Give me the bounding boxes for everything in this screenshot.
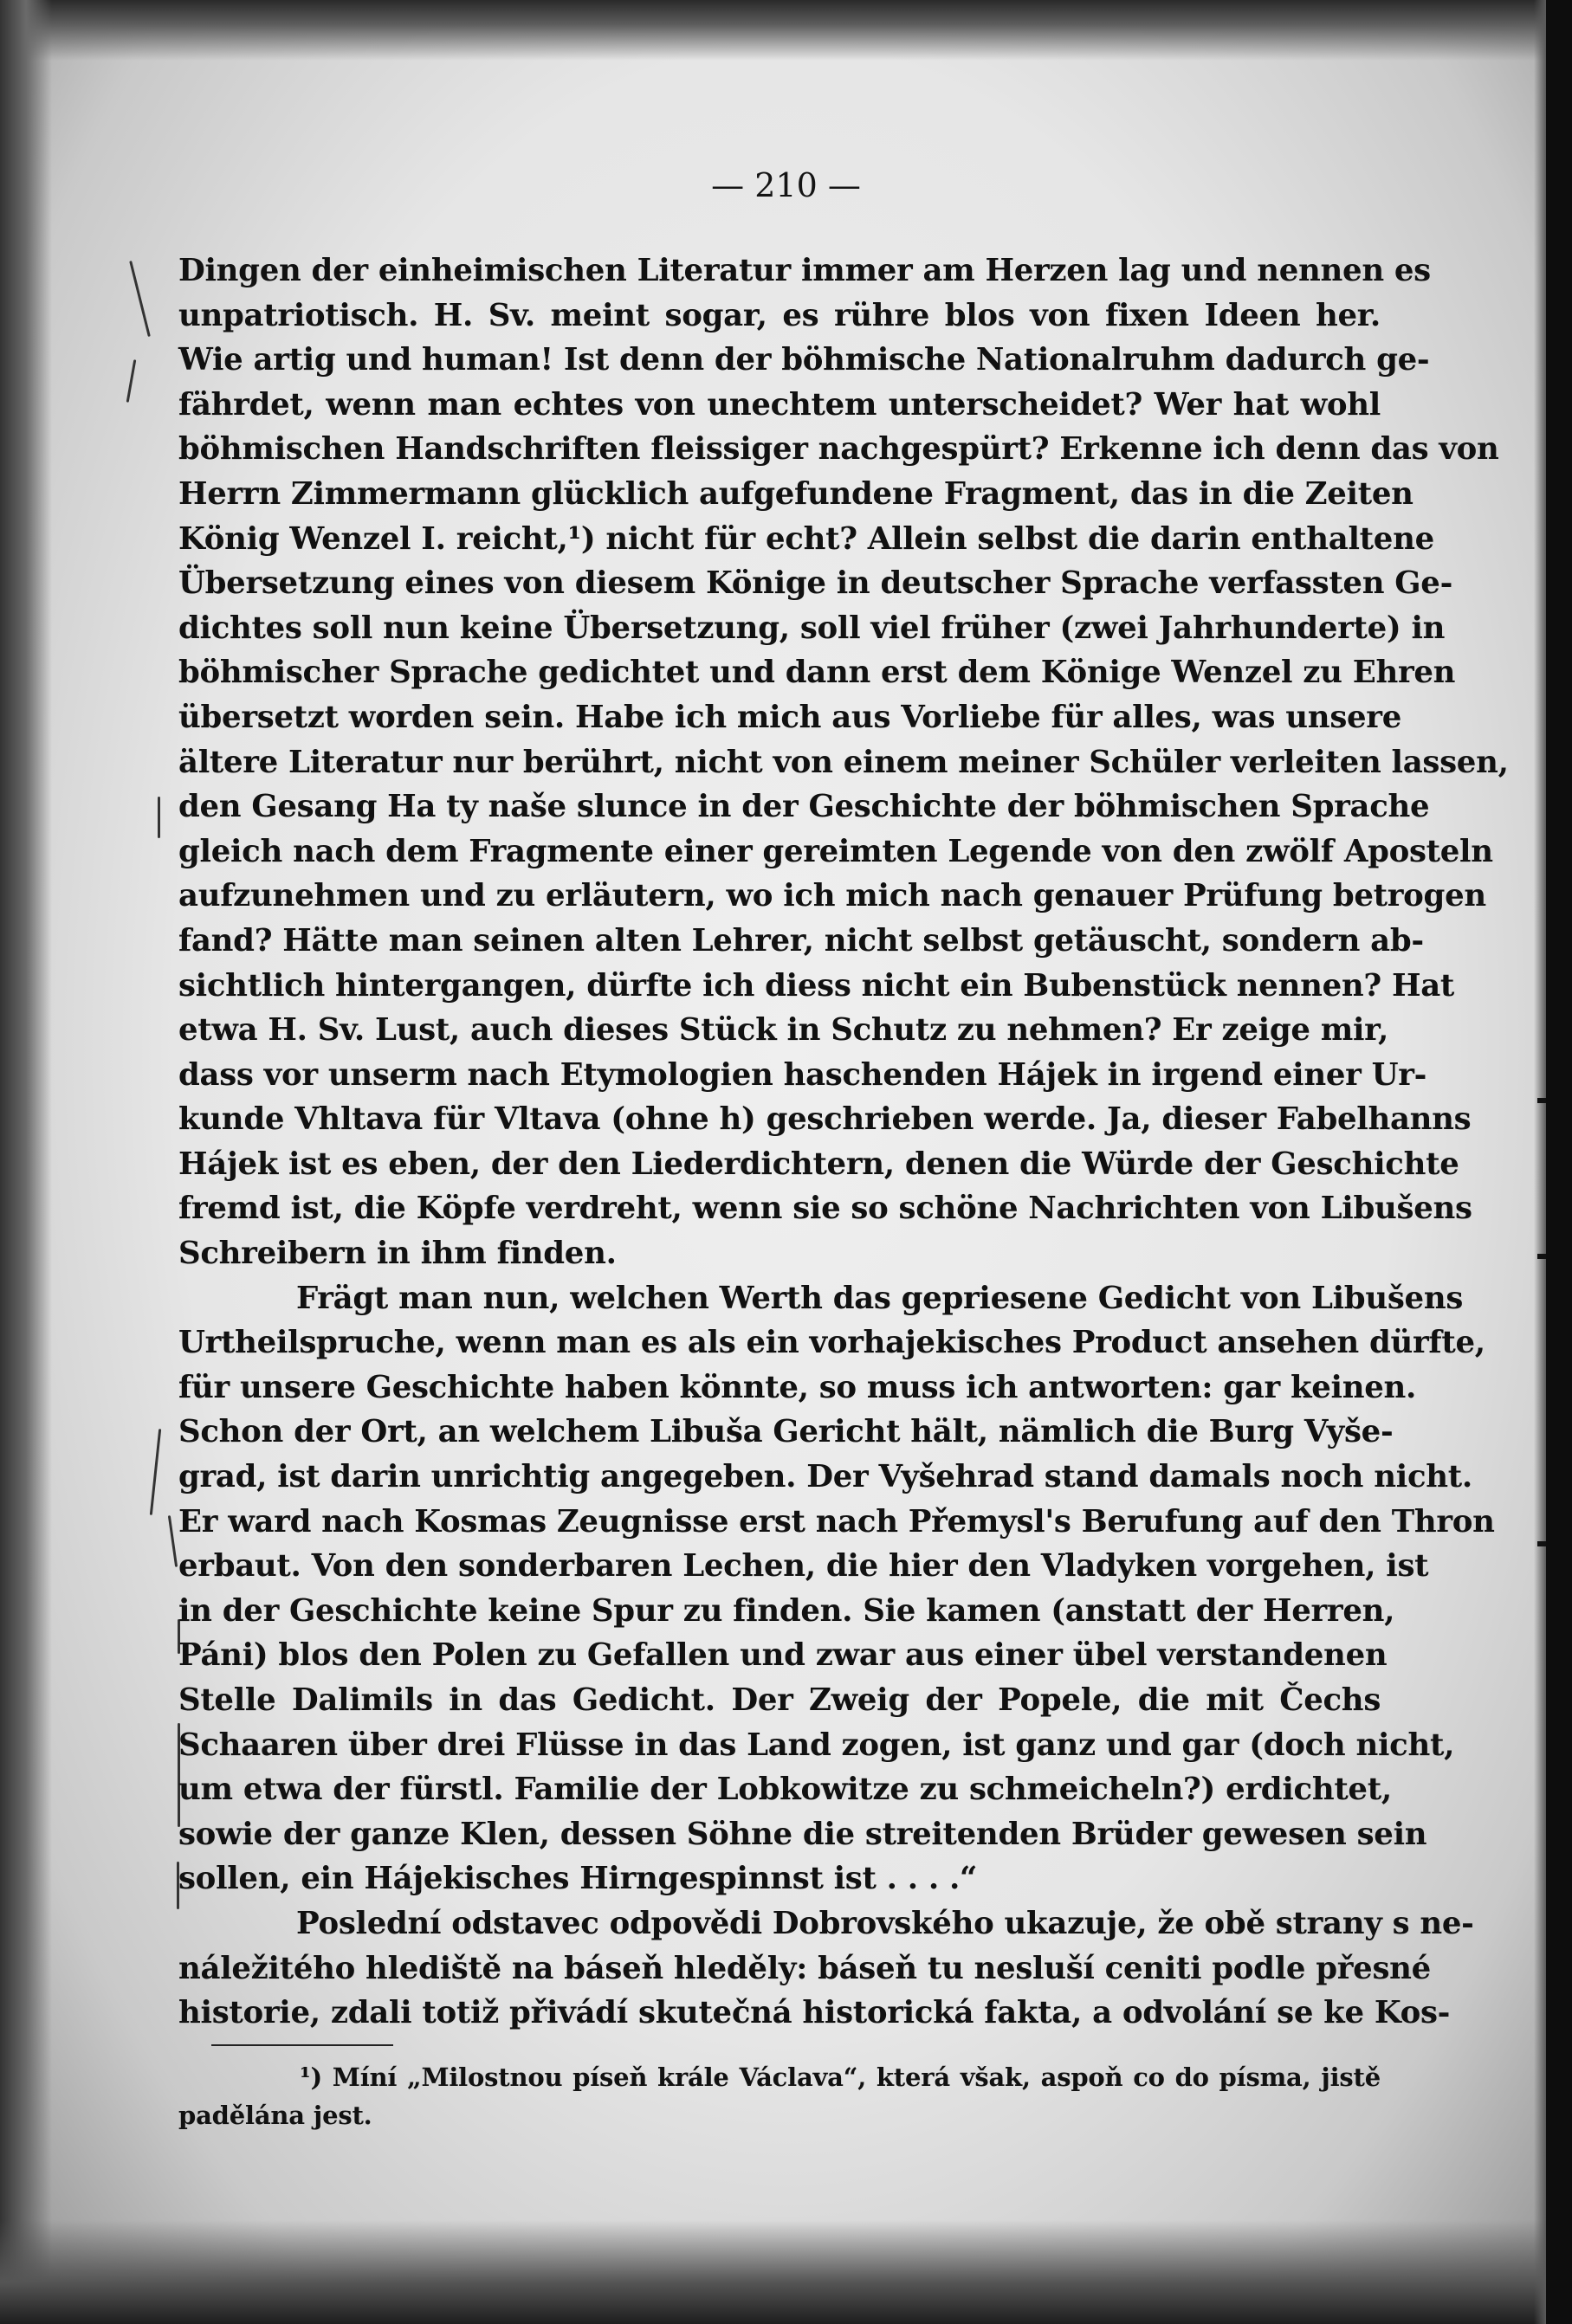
text-line: Schaaren über drei Flüsse in das Land zogen, ist ganz und gar (doch nicht,: [178, 1727, 1455, 1763]
page-edge-tick: [1537, 1254, 1546, 1259]
text-line: Schon der Ort, an welchem Libuša Gericht hält, nämlich die Burg Vyše-: [178, 1414, 1394, 1450]
footnote-line: padělána jest.: [178, 2100, 372, 2130]
text-line: erbaut. Von den sonderbaren Lechen, die hier den Vladyken vorgehen, ist: [178, 1548, 1429, 1585]
text-line: unpatriotisch. H. Sv. meint sogar, es rühre blos von fixen Ideen her.: [178, 297, 1381, 333]
text-line: den Gesang Ha ty naše slunce in der Geschichte der böhmischen Sprache: [178, 789, 1430, 825]
text-line: sichtlich hintergangen, dürfte ich diess nicht ein Bubenstück nennen? Hat: [178, 967, 1455, 1004]
text-line: Wie artig und human! Ist denn der böhmische Nationalruhm dadurch ge-: [178, 342, 1430, 378]
text-line: fand? Hätte man seinen alten Lehrer, nicht selbst getäuscht, sondern ab-: [178, 922, 1424, 959]
text-line: dass vor unserm nach Etymologien haschenden Hájek in irgend einer Ur-: [178, 1056, 1427, 1093]
scan-shadow-left: [0, 0, 52, 2324]
text-line: Dingen der einheimischen Literatur immer am Herzen lag und nennen es: [178, 253, 1431, 288]
body-text: [178, 249, 1509, 2134]
text-line: Er ward nach Kosmas Zeugnisse erst nach Přemysl's Berufung auf den Thron: [178, 1503, 1495, 1540]
scan-shadow-right: [1534, 0, 1546, 2324]
page-edge-tick: [1537, 1541, 1546, 1546]
page-number: — 210 —: [711, 166, 861, 204]
text-line: König Wenzel I. reicht,¹) nicht für echt? Allein selbst die darin enthaltene: [178, 520, 1434, 557]
text-line: Herrn Zimmermann glücklich aufgefundene Fragment, das in die Zeiten: [178, 475, 1414, 512]
text-line: übersetzt worden sein. Habe ich mich aus Vorliebe für alles, was unsere: [178, 699, 1401, 735]
text-line: für unsere Geschichte haben könnte, so muss ich antworten: gar keinen.: [178, 1369, 1417, 1405]
text-line: Hájek ist es eben, der den Liederdichtern, denen die Würde der Geschichte: [178, 1146, 1459, 1182]
text-line: historie, zdali totiž přivádí skutečná historická fakta, a odvolání se ke Kos-: [178, 1995, 1451, 2031]
text-line: Übersetzung eines von diesem Könige in deutscher Sprache verfassten Ge-: [178, 565, 1453, 602]
text-line: ältere Literatur nur berührt, nicht von einem meiner Schüler verleiten lassen,: [178, 744, 1509, 780]
margin-mark: [158, 797, 160, 838]
margin-mark: [168, 1515, 178, 1567]
text-line: grad, ist darin unrichtig angegeben. Der Vyšehrad stand damals noch nicht.: [178, 1459, 1472, 1495]
scan-shadow-bottom: [0, 2220, 1572, 2324]
text-line: in der Geschichte keine Spur zu finden. Sie kamen (anstatt der Herren,: [178, 1592, 1395, 1629]
margin-mark: [129, 261, 151, 337]
text-line: gleich nach dem Fragmente einer gereimten Legende von den zwölf Aposteln: [178, 833, 1493, 869]
text-line: Páni) blos den Polen zu Gefallen und zwar aus einer übel verstandenen: [178, 1637, 1388, 1674]
footnote-line: ¹) Míní „Milostnou píseň krále Václava“, která však, aspoň co do písma, jistě: [300, 2062, 1381, 2092]
scan-shadow-top: [0, 0, 1572, 61]
text-line: náležitého hlediště na báseň hleděly: báseň tu nesluší ceniti podle přesné: [178, 1950, 1431, 1986]
text-line: dichtes soll nun keine Übersetzung, soll viel früher (zwei Jahrhunderte) in: [178, 610, 1446, 646]
text-line: sollen, ein Hájekisches Hirngespinnst ist . . . .“: [178, 1861, 978, 1897]
text-line: Schreibern in ihm finden.: [178, 1236, 617, 1272]
page-edge-tick: [1537, 1098, 1546, 1103]
margin-mark: [126, 359, 137, 403]
footnote-rule: [211, 2044, 393, 2046]
text-line: Urtheilspruche, wenn man es als ein vorhajekisches Product ansehen dürfte,: [178, 1325, 1485, 1361]
text-line: aufzunehmen und zu erläutern, wo ich mich nach genauer Prüfung betrogen: [178, 878, 1486, 914]
text-line: kunde Vhltava für Vltava (ohne h) geschrieben werde. Ja, dieser Fabelhanns: [178, 1101, 1472, 1138]
text-line: Stelle Dalimils in das Gedicht. Der Zweig der Popele, die mit Čechs: [178, 1682, 1381, 1718]
text-line: Poslední odstavec odpovědi Dobrovského ukazuje, že obě strany s ne-: [296, 1905, 1474, 1941]
text-line: sowie der ganze Klen, dessen Söhne die streitenden Brüder gewesen sein: [178, 1816, 1427, 1852]
text-line: Frägt man nun, welchen Werth das gepriesene Gedicht von Libušens: [296, 1280, 1464, 1316]
text-line: böhmischer Sprache gedichtet und dann erst dem Könige Wenzel zu Ehren: [178, 655, 1456, 691]
text-line: fremd ist, die Köpfe verdreht, wenn sie so schöne Nachrichten von Libušens: [178, 1191, 1472, 1227]
text-line: böhmischen Handschriften fleissiger nachgespürt? Erkenne ich denn das von: [178, 431, 1499, 468]
scan-border-right: [1546, 0, 1572, 2324]
margin-mark: [150, 1429, 161, 1515]
text-line: um etwa der fürstl. Familie der Lobkowitze zu schmeicheln?) erdichtet,: [178, 1772, 1392, 1808]
text-line: etwa H. Sv. Lust, auch dieses Stück in Schutz zu nehmen? Er zeige mir,: [178, 1012, 1389, 1049]
text-line: fährdet, wenn man echtes von unechtem unterscheidet? Wer hat wohl: [178, 386, 1381, 423]
